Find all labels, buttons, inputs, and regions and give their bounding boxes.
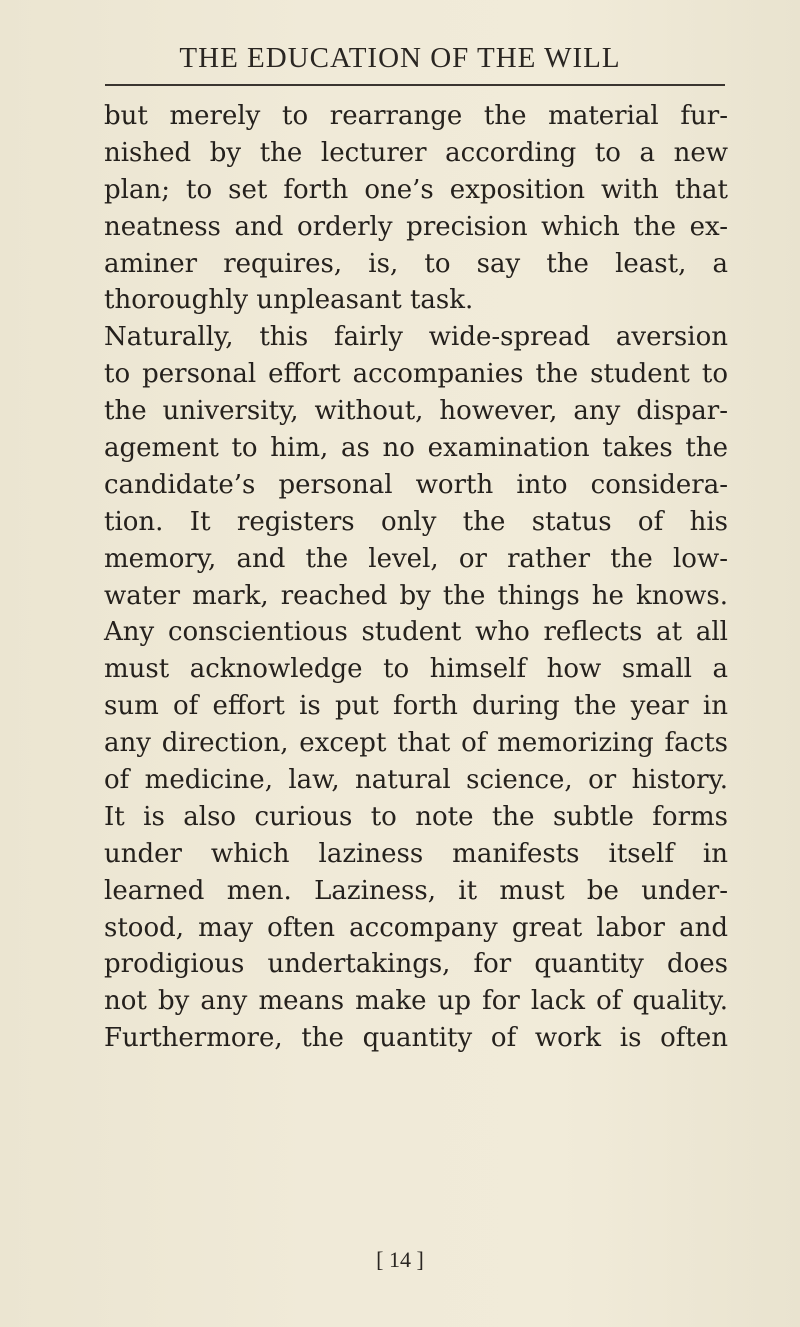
text-line: under which laziness manifests itself in: [104, 838, 728, 869]
text-line: nished by the lecturer according to a new: [104, 137, 728, 168]
body-text: [104, 98, 728, 1057]
text-line: stood, may often accompany great labor and: [104, 912, 728, 943]
running-title: THE EDUCATION OF THE WILL: [179, 42, 621, 74]
text-line: not by any means make up for lack of quality.: [104, 986, 728, 1017]
text-line: agement to him, as no examination takes the: [104, 433, 728, 464]
text-line: thoroughly unpleasant task.: [104, 285, 474, 316]
text-line: must acknowledge to himself how small a: [104, 654, 728, 685]
text-line: the university, without, however, any dispar-: [104, 396, 728, 427]
text-line: sum of effort is put forth during the year in: [104, 691, 728, 722]
text-line: Furthermore, the quantity of work is often: [104, 1023, 728, 1054]
text-line: any direction, except that of memorizing facts: [104, 728, 728, 759]
text-line: of medicine, law, natural science, or history.: [104, 765, 728, 796]
text-line: candidate’s personal worth into considera-: [104, 469, 728, 500]
text-line: tion. It registers only the status of his: [104, 506, 728, 537]
page-number: [ 14 ]: [376, 1247, 424, 1272]
text-line: Naturally, this fairly wide-spread aversion: [104, 322, 728, 353]
text-line: but merely to rearrange the material fur-: [104, 101, 728, 131]
text-line: plan; to set forth one’s exposition with that: [104, 174, 728, 205]
text-line: to personal effort accompanies the student to: [104, 359, 728, 390]
text-line: aminer requires, is, to say the least, a: [104, 248, 728, 279]
text-line: It is also curious to note the subtle forms: [104, 801, 728, 832]
text-line: learned men. Laziness, it must be under-: [104, 875, 728, 906]
text-line: memory, and the level, or rather the low-: [104, 543, 728, 574]
text-line: prodigious undertakings, for quantity does: [104, 949, 728, 980]
header-rule: [105, 84, 725, 86]
text-line: Any conscientious student who reflects at all: [104, 617, 728, 648]
text-line: water mark, reached by the things he knows.: [104, 580, 728, 611]
text-line: neatness and orderly precision which the ex-: [104, 211, 728, 242]
